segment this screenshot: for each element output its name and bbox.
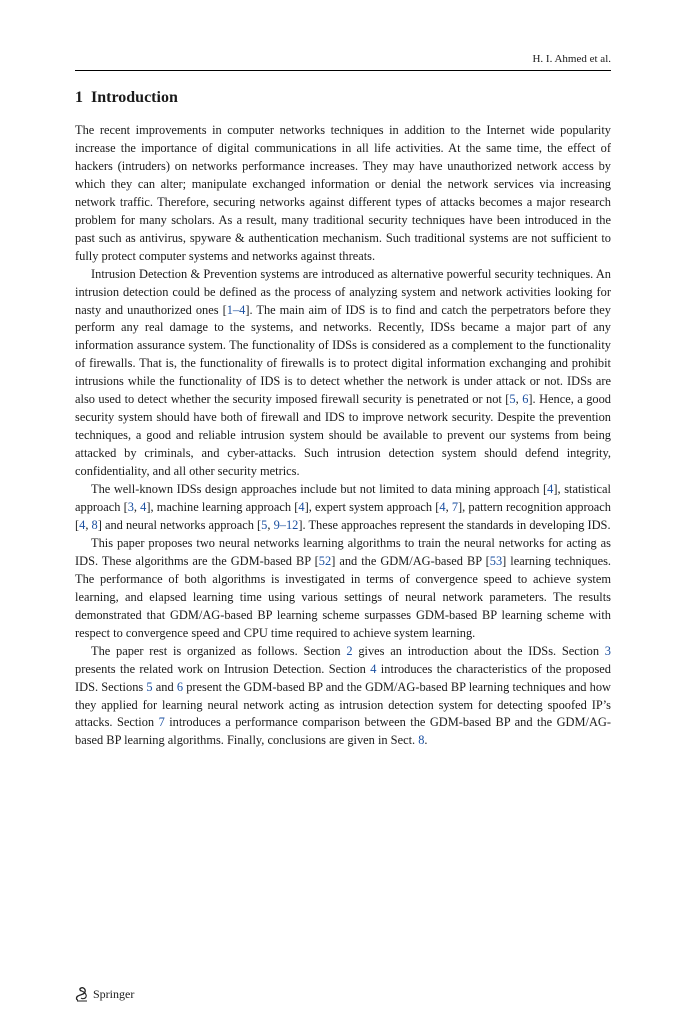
paragraph [75,266,611,481]
citation-link[interactable]: 8 [91,517,98,532]
paragraph-text: introduces the characteristics of the proposed IDS. Sections [75,661,611,694]
paragraph-text: ], expert system approach [ [304,500,440,515]
body-text [75,122,611,750]
citation-link[interactable]: 7 [451,500,459,515]
citation-link[interactable]: 1–4 [226,302,246,317]
citation-link[interactable]: 4 [370,661,377,676]
citation-link[interactable]: 4 [439,500,446,515]
running-head-author: H. I. Ahmed et al. [532,53,611,65]
paragraph [75,535,611,643]
paragraph-text: The well-known IDSs design approaches include but not limited to data mining approach [ [91,482,548,497]
paragraph-text: , [445,500,452,515]
paragraph-text: , [515,392,523,407]
publisher-footer [75,986,134,1002]
paragraph-text: Intrusion Detection & Prevention systems are introduced as alternative powerful security techniques. An intrusion detection could be defined as the process of analyzing system and network activities looking for nasty and unauthorized ones [ [75,266,611,317]
paragraph [75,481,611,535]
citation-link[interactable]: 53 [489,553,503,568]
citation-link[interactable]: 52 [318,553,332,568]
paragraph [75,122,611,266]
paragraph-text: The paper rest is organized as follows. Section [91,643,347,658]
paragraph-text: ], pattern recognition approach [ [75,500,611,532]
citation-link[interactable]: 6 [176,679,184,694]
publisher-name: Springer [93,986,135,1001]
paragraph [75,643,611,751]
citation-link[interactable]: 4 [140,500,147,515]
paragraph-text: , [133,500,141,515]
paragraph-text: ]. Hence, a good security system should have both of firewall and IDS to improve network security. Despite the prevention techniques, a good and reliable intrusion system should be available to prevent our systems from being attacked by criminals, and cyber-attacks. Such intrusion detection system should defend integrity, confidentiality, and all other security metrics. [75,392,612,479]
citation-link[interactable]: 2 [346,643,353,658]
paragraph-text: ] and neural networks approach [ [97,517,262,532]
citation-link[interactable]: 8 [418,733,425,748]
paragraph-text: introduces a performance comparison between the GDM-based BP and the GDM/AG-based BP learning algorithms. Finally, conclusions are given in Sect. [75,715,611,748]
citation-link[interactable]: 9–12 [273,517,299,532]
paragraph-text: ]. The main aim of IDS is to find and catch the perpetrators before they perform any real damage to the systems, and networks. Recently, IDSs became a major part of any information assurance system. The functionality of IDSs is considered as a complement to the functionality of firewalls. That is, the functionality of firewalls is to protect digital information exchanging and prohibit intrusions while the functionality of IDS is to detect whether the network is under attack or not. IDSs are also used to detect whether the security imposed firewall security is penetrated or not [ [75,302,611,407]
paragraph-text: The recent improvements in computer networks techniques in addition to the Internet wide popularity increase the importance of digital communications in all life activities. At the same time, the effect of hackers (intruders) on networks performance increases. They may have unauthorized network access by which they can alter; manipulate exchanged information or denial the network services via increasing network traffic. Therefore, securing networks against different types of attacks becomes a major research problem for many scholars. As a result, many traditional security techniques have been introduced in the past such as antivirus, spyware & authentication mechanism. Such traditional systems are not sufficient to fully protect computer systems and networks against threats. [75,123,611,263]
paragraph-text: present the GDM-based BP and the GDM/AG-based BP learning techniques and how they applied for learning neural network acting as intrusion detection system for detecting spoofed IP’s attacks. Section [75,679,612,730]
paragraph-text: presents the related work on Intrusion Detection. Section [75,661,371,676]
citation-link[interactable]: 6 [522,392,529,407]
citation-link[interactable]: 3 [127,500,134,515]
paragraph-text: ], machine learning approach [ [146,500,299,515]
citation-link[interactable]: 5 [261,517,268,532]
header-divider [75,70,611,71]
paragraph-text: and [152,679,177,694]
citation-link[interactable]: 5 [146,679,153,694]
citation-link[interactable]: 7 [158,715,165,730]
springer-logo-icon [75,986,89,1002]
paragraph-text: ] and the GDM/AG-based BP [ [331,553,490,568]
running-head [75,52,611,66]
section-number: 1 [75,89,83,106]
paragraph-text: ] learning techniques. The performance of both algorithms is investigated in terms of convergence speed to achieve system learning, and elapsed learning time using various settings of neural network parameters. The results demonstrated that GDM/AG-based BP learning scheme surpasses GDM-based BP learning scheme with respect to convergence speed and CPU time required to achieve system learning. [75,553,611,640]
section-title [75,88,178,108]
paragraph-text: gives an introduction about the IDSs. Section [352,643,605,658]
citation-link[interactable]: 4 [298,500,305,515]
paragraph-text: This paper proposes two neural networks learning algorithms to train the neural networks for acting as IDS. These algorithms are the GDM-based BP [ [75,535,611,568]
paragraph-text: ], statistical approach [ [75,482,611,515]
section-title-text: Introduction [91,89,178,106]
paragraph-text: . [424,733,428,748]
citation-link[interactable]: 5 [509,392,516,407]
paragraph-text: , [267,517,274,532]
paragraph-text: , [85,517,92,532]
citation-link[interactable]: 4 [79,517,86,532]
paragraph-text: ]. These approaches represent the standards in developing IDS. [298,517,611,532]
citation-link[interactable]: 3 [604,643,611,658]
citation-link[interactable]: 4 [547,482,554,497]
